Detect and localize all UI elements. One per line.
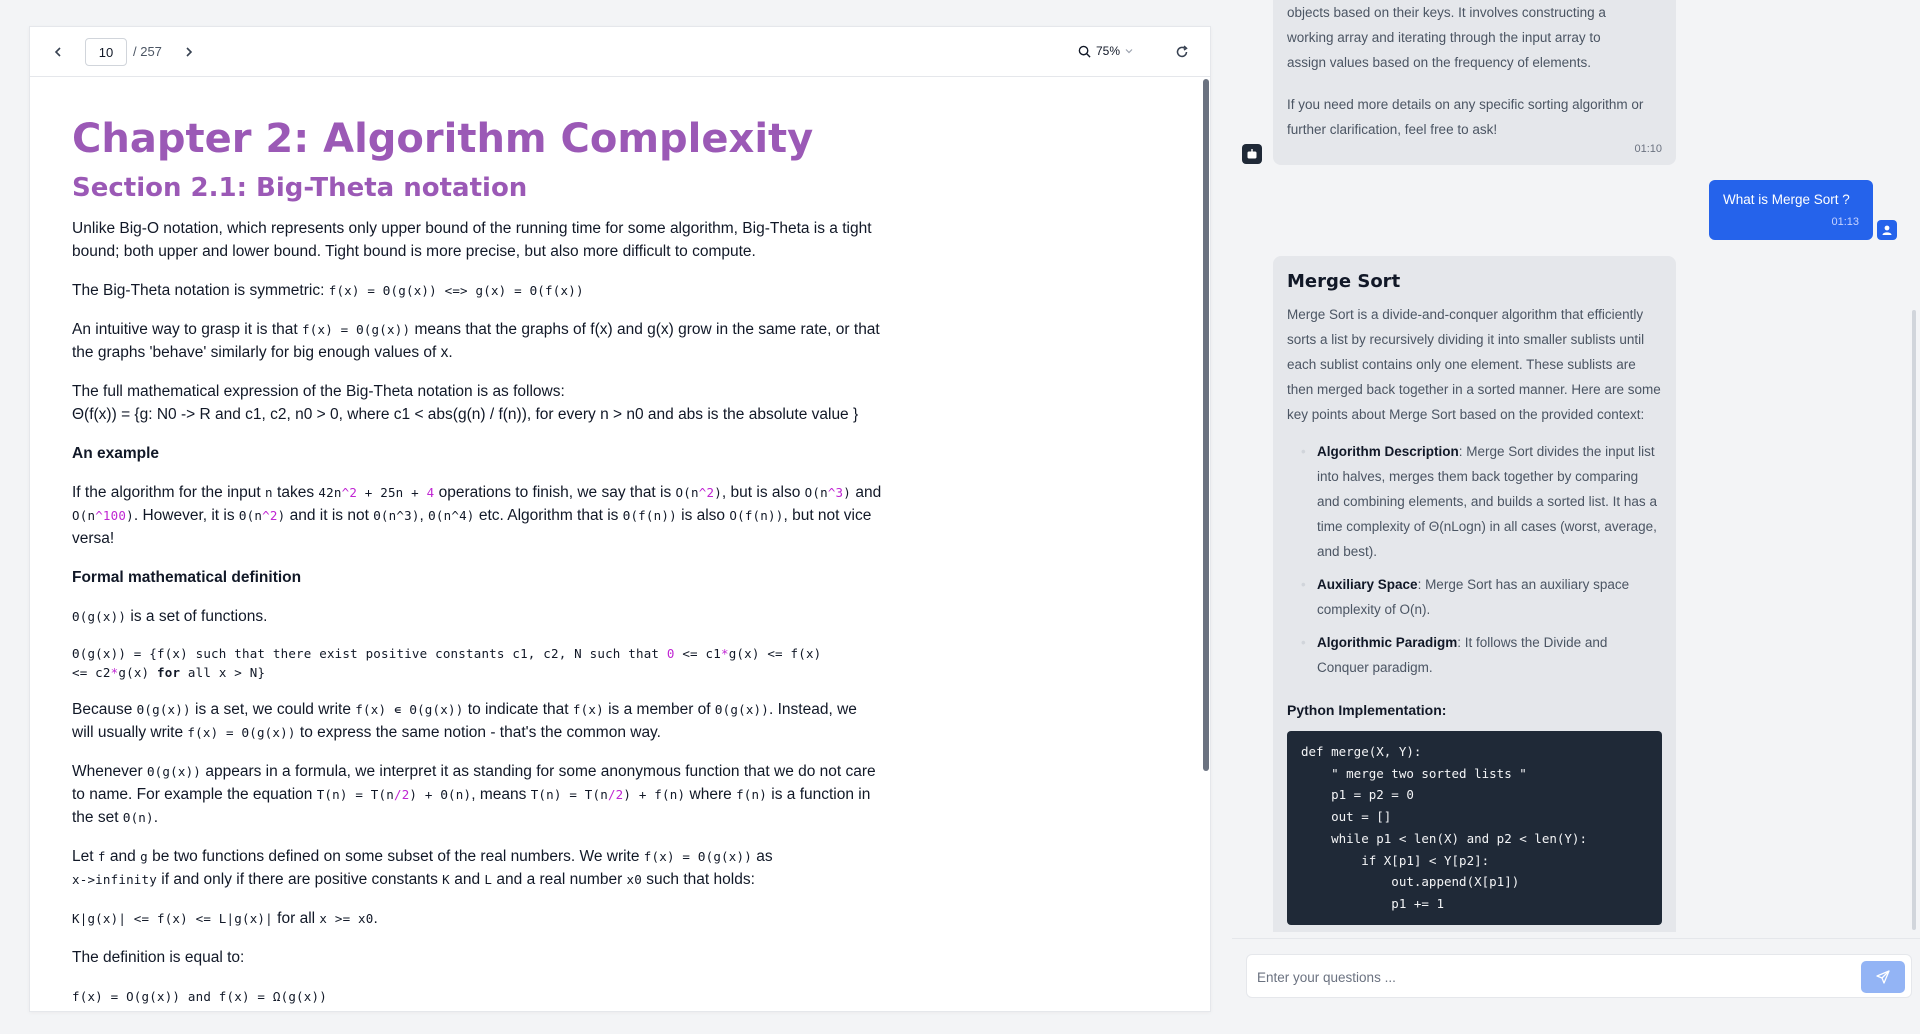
section-title: Section 2.1: Big-Theta notation <box>72 173 528 203</box>
user-message <box>1709 180 1873 240</box>
code-line: if X[p1] < Y[p2]: <box>1301 852 1490 868</box>
answer-points <box>1287 439 1662 680</box>
paragraph-k-l-bound: K|g(x)| <= f(x) <= L|g(x)| for all x >= x0. <box>72 910 378 927</box>
search-icon <box>1078 45 1091 58</box>
message-text: working array and iterating through the input array to <box>1287 30 1601 45</box>
page-number-input[interactable] <box>85 38 127 66</box>
paragraph-example: If the algorithm for the input n takes 42n^2 + 25n + 4 operations to finish, we say that is O(n^2), but is also O(n^3) and O(n^100). However, it is Θ(n^2) and it is not Θ(n^3), Θ(n^4) etc. Algorithm that is Θ(f(n)) is also O(f(n)), but not vice versa! <box>72 484 882 547</box>
paragraph-because: Because Θ(g(x)) is a set, we could write f(x) ∊ Θ(g(x)) to indicate that f(x) is a member of Θ(g(x)). Instead, we will usually write f(x) = Θ(g(x)) to express the same notion - that's the common way. <box>72 701 857 741</box>
paragraph-set-of-functions: Θ(g(x)) is a set of functions. <box>72 608 268 625</box>
message-text: assign values based on the frequency of elements. <box>1287 55 1591 70</box>
zoom-dropdown[interactable] <box>1078 44 1133 58</box>
bot-avatar <box>1242 144 1262 164</box>
chat-scrollbar[interactable] <box>1912 310 1916 930</box>
send-icon <box>1876 970 1890 984</box>
chevron-left-icon <box>52 46 64 58</box>
previous-page-button[interactable] <box>42 36 74 68</box>
user-avatar <box>1877 220 1897 240</box>
answer-intro: Merge Sort is a divide-and-conquer algorithm that efficiently sorts a list by recursively dividing it into smaller sublists until each sublist contains only one element. These sublists are then merged back together in a sorted manner. Here are some key points about Merge Sort based on the provided context: <box>1287 307 1661 422</box>
paragraph-full-expression: The full mathematical expression of the Big-Theta notation is as follows: Θ(f(x)) = {g: N0 -> R and c1, c2, n0 > 0, where c1 < abs(g(n) / f(n)), for every n > n0 and abs is the absolute value } <box>72 383 859 423</box>
code-line: out = [] <box>1301 809 1392 825</box>
chat-messages <box>1232 0 1914 932</box>
viewer-scrollbar[interactable] <box>1203 79 1209 771</box>
user-message-text: What is Merge Sort ? <box>1723 192 1850 207</box>
paragraph-symmetric: The Big-Theta notation is symmetric: f(x) = Θ(g(x)) <=> g(x) = Θ(f(x)) <box>72 282 584 299</box>
chat-panel <box>1232 0 1920 1034</box>
refresh-icon <box>1175 45 1189 59</box>
chat-divider <box>1232 938 1920 939</box>
code-block <box>1287 731 1662 925</box>
code-heading: Python Implementation: <box>1287 702 1447 718</box>
viewer-toolbar <box>30 27 1210 77</box>
list-item: • Algorithmic Paradigm: It follows the Divide and Conquer paradigm. <box>1301 630 1662 680</box>
code-line: def merge(X, Y): <box>1301 744 1422 759</box>
code-line: while p1 < len(X) and p2 < len(Y): <box>1301 830 1587 846</box>
document-page <box>30 77 1200 1011</box>
paragraph-intuitive: An intuitive way to grasp it is that f(x) = Θ(g(x)) means that the graphs of f(x) and g(x) grow in the same rate, or that the graphs 'behave' similarly for big enough values of x. <box>72 321 880 361</box>
refresh-button[interactable] <box>1166 36 1198 68</box>
bot-icon <box>1246 148 1258 160</box>
question-input[interactable] <box>1257 963 1847 991</box>
paragraph-definition-equal: The definition is equal to: <box>72 949 245 966</box>
message-text: objects based on their keys. It involves constructing a <box>1287 5 1606 20</box>
message-text: If you need more details on any specific sorting algorithm or further clarification, feel free to ask! <box>1287 97 1644 137</box>
formal-definition-code: Θ(g(x)) = {f(x) such that there exist positive constants c1, c2, N such that 0 <= c1*g(x) <= f(x) <= c2*g(x) for all x > N} <box>72 646 822 680</box>
bot-message-merge-sort <box>1273 256 1676 932</box>
chevron-right-icon <box>183 46 195 58</box>
paragraph-whenever: Whenever Θ(g(x)) appears in a formula, we interpret it as standing for some anonymous function that we do not care to name. For example the equation T(n) = T(n/2) + Θ(n), means T(n) = T(n/2) + f(n) where f(n) is a function in the set Θ(n). <box>72 763 876 826</box>
list-item: • Algorithm Description: Merge Sort divides the input list into halves, merges them back together by comparing and combining elements, and builds a sorted list. It has a time complexity of Θ(nLogn) in all cases (worst, average, and best). <box>1301 439 1662 564</box>
chapter-title: Chapter 2: Algorithm Complexity <box>72 116 814 162</box>
code-line: p1 += 1 <box>1301 895 1444 911</box>
zoom-level: 75% <box>1096 44 1121 58</box>
chevron-down-icon <box>1125 47 1133 55</box>
user-message-time: 01:13 <box>1831 216 1859 228</box>
pdf-viewer <box>29 26 1211 1012</box>
page-total: / 257 <box>133 44 162 59</box>
heading-example: An example <box>72 445 160 462</box>
paragraph-intro: Unlike Big-O notation, which represents only upper bound of the running time for some algorithm, Big-Theta is a tight bound; both upper and lower bound. Tight bound is more precise, but also more difficult to compute. <box>72 220 872 260</box>
user-icon <box>1881 224 1893 236</box>
paragraph-let-f-g: Let f and g be two functions defined on some subset of the real numbers. We write f(x) = Θ(g(x)) as x->infinity if and only if there are positive constants K and L and a real number x0 such that holds: <box>72 848 773 888</box>
code-line: out.append(X[p1]) <box>1301 874 1520 890</box>
message-time: 01:10 <box>1634 143 1662 155</box>
bot-message-previous <box>1273 0 1676 165</box>
code-line: " merge two sorted lists " <box>1301 765 1527 781</box>
chat-input-box <box>1246 954 1912 998</box>
list-item: • Auxiliary Space: Merge Sort has an auxiliary space complexity of O(n). <box>1301 572 1662 622</box>
send-button[interactable] <box>1861 961 1905 993</box>
definition-equal-code: f(x) = O(g(x)) and f(x) = Ω(g(x)) <box>72 989 327 1004</box>
code-line: p1 = p2 = 0 <box>1301 787 1414 803</box>
answer-title: Merge Sort <box>1287 271 1401 292</box>
heading-formal-definition: Formal mathematical definition <box>72 569 302 586</box>
next-page-button[interactable] <box>173 36 205 68</box>
